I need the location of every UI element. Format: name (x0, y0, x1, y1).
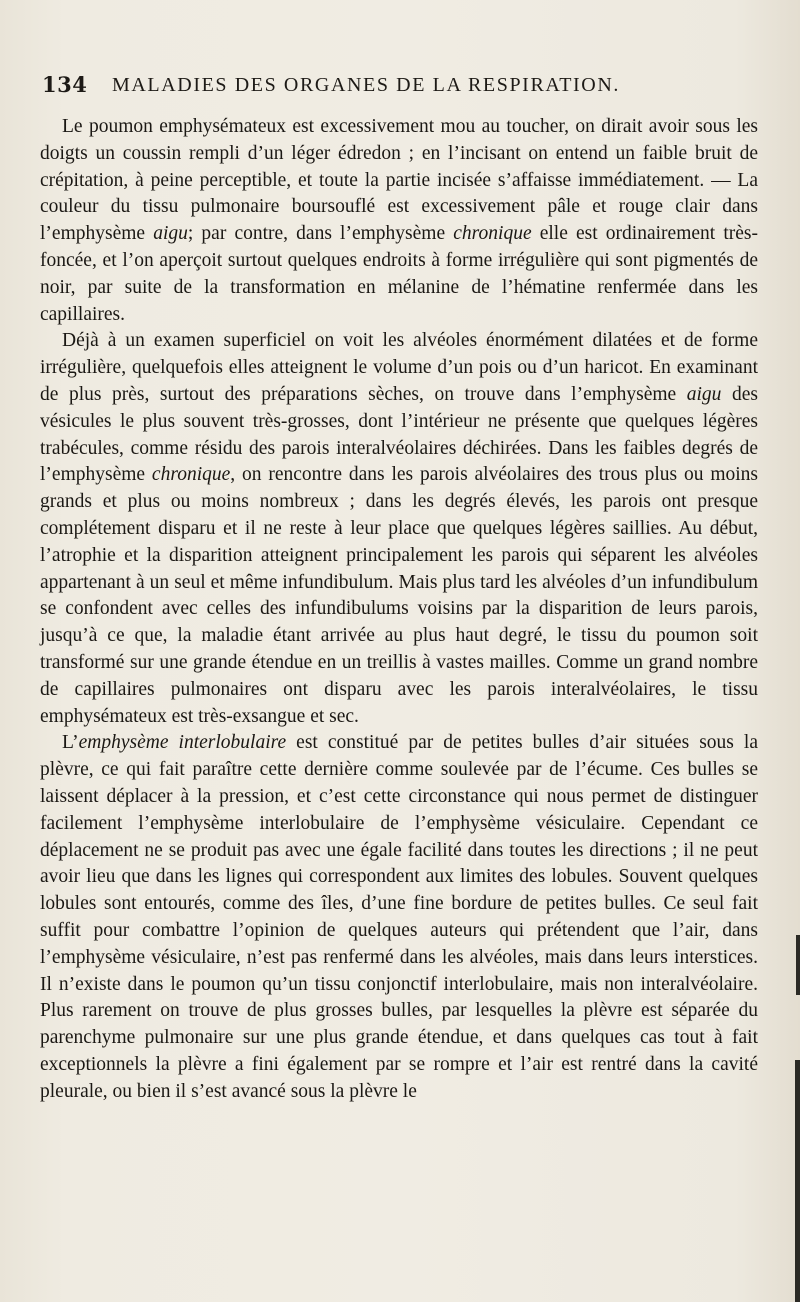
page-number: 134 (42, 72, 88, 97)
page-header (42, 72, 762, 102)
emphasis-emphyseme-interlobulaire: emphysème interlobulaire (78, 732, 287, 754)
emphasis-chronique: chronique (151, 464, 231, 486)
page-edge-shadow (795, 1060, 800, 1302)
emphasis-aigu: aigu (686, 383, 722, 405)
emphasis-aigu: aigu (153, 223, 188, 245)
body-text (40, 114, 758, 1105)
paragraph-2: Déjà à un examen superficiel on voit les alvéoles énormément dilatées et de forme irrégulière, quelquefois elles atteignent le volume d’un pois ou d’un haricot. En examinant de plus près, surtout des préparations sèches, on trouve dans l’emphysème aigu des vésicules le plus souvent très-grosses, dont l’intérieur ne présente que quelques légères trabécules, comme résidu des parois interalvéolaires déchirées. Dans les faibles degrés de l’emphysème chronique, on rencontre dans les parois alvéolaires des trous plus ou moins grands et plus ou moins nombreux ; dans les degrés élevés, les parois ont presque complétement disparu et il ne reste à leur place que quelques légères saillies. Au début, l’atrophie et la disparition atteignent principalement les parois qui séparent les alvéoles appartenant à un seul et même infundibulum. Mais plus tard les alvéoles d’un infundibulum se confondent avec celles des infundibulums voisins par la disparition de leurs parois, jusqu’à ce que, la maladie étant arrivée au plus haut degré, le tissu du poumon soit transformé sur une grande étendue en un treillis à vastes mailles. Comme un grand nombre de capillaires pulmonaires ont disparu avec les parois interalvéolaires, le tissu emphysémateux est très-exsangue et sec. (40, 330, 758, 727)
paragraph-1: Le poumon emphysémateux est excessivement mou au toucher, on dirait avoir sous les doigts un coussin rempli d’un léger édredon ; en l’incisant on entend un faible bruit de crépitation, à peine perceptible, et toute la partie incisée s’affaisse immédiatement. — La couleur du tissu pulmonaire boursouflé est excessivement pâle et rouge clair dans l’emphysème aigu; par contre, dans l’emphysème chronique elle est ordinairement très-foncée, et l’on aperçoit surtout quelques endroits à forme irrégulière qui sont pigmentés de noir, par suite de la transformation en mélanine de l’hématine renfermée dans les capillaires. (40, 116, 758, 325)
paragraph-3: L’emphysème interlobulaire est constitué par de petites bulles d’air situées sous la plèvre, ce qui fait paraître cette dernière comme soulevée par de l’écume. Ces bulles se laissent déplacer à la pression, et c’est cette circonstance qui nous permet de distinguer facilement l’emphysème interlobulaire de l’emphysème vésiculaire. Cependant ce déplacement ne se produit pas avec une égale facilité dans toutes les directions ; il ne peut avoir lieu que dans les lignes qui correspondent aux limites des lobules. Souvent quelques lobules sont entourés, comme des îles, d’une fine bordure de petites bulles. Ce seul fait suffit pour combattre l’opinion de quelques auteurs qui prétendent que l’air, dans l’emphysème vésiculaire, n’est pas renfermé dans les alvéoles, mais dans leurs interstices. Il n’existe dans le poumon qu’un tissu conjonctif interlobulaire, mais non interalvéolaire. Plus rarement on trouve de plus grosses bulles, par lesquelles la plèvre est séparée du parenchyme pulmonaire sur une plus grande étendue, et dans quelques cas tout à fait exceptionnels la plèvre a fini également par se rompre et l’air est rentré dans la cavité pleurale, ou bien il s’est avancé sous la plèvre le (40, 732, 758, 1102)
emphasis-chronique: chronique (453, 223, 532, 245)
running-title: MALADIES DES ORGANES DE LA RESPIRATION. (112, 74, 620, 96)
page-edge-shadow (796, 935, 800, 995)
